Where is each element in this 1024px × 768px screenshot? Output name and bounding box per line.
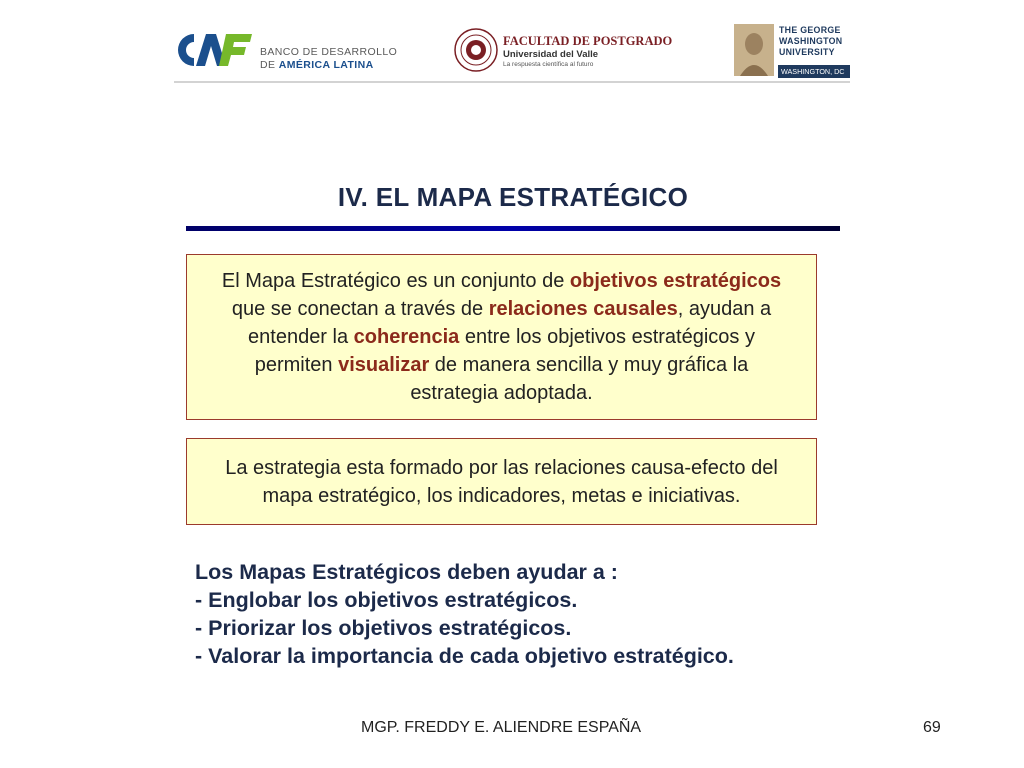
list-item: - Englobar los objetivos estratégicos. [195,588,578,612]
gwu-city: WASHINGTON, DC [778,65,850,78]
header-divider [174,81,850,83]
list-item: - Valorar la importancia de cada objetivo estratégico. [195,644,734,668]
gwu-logo [734,24,852,78]
gwu-name [779,25,842,58]
footer-author: MGP. FREDDY E. ALIENDRE ESPAÑA [361,719,642,736]
slide-title: IV. EL MAPA ESTRATÉGICO [337,182,689,212]
postgrado-title: FACULTAD DE POSTGRADO [503,34,673,48]
caf-line1: BANCO DE DESARROLLO [260,46,398,58]
list-heading: Los Mapas Estratégicos deben ayudar a : [195,560,618,584]
box1-text-4: entre los objetivos estratégicos y permiten [254,326,755,376]
title-rule [186,226,840,231]
caf-line2 [260,59,397,72]
strategy-box: La estrategia esta formado por las relaciones causa-efecto del mapa estratégico, los indicadores, metas e iniciativas. [186,438,817,525]
caf-logo [172,28,402,72]
postgrado-subtitle: Universidad del Valle [503,49,599,60]
postgrado-tagline: La respuesta científica al futuro [503,61,594,68]
box1-text-2: que se conectan a través de [231,298,489,320]
page-number: 69 [923,719,941,736]
caf-text [260,46,397,72]
gwu-line2: WASHINGTON [779,36,843,46]
gwu-line1: THE GEORGE [779,25,841,35]
box1-text-5: de manera sencilla y muy gráfica la estrategia adoptada. [410,354,749,404]
box1-highlight-3: coherencia [353,326,460,348]
definition-box [186,254,817,420]
university-seal-icon [454,28,498,72]
box1-text-1: El Mapa Estratégico es un conjunto de [221,270,570,292]
list-item: - Priorizar los objetivos estratégicos. [195,616,572,640]
box1-highlight-1: objetivos estratégicos [569,270,782,292]
caf-mark-icon [172,28,258,72]
box1-highlight-2: relaciones causales [488,298,678,320]
caf-line2-prefix: DE [260,59,279,71]
gwu-line3: UNIVERSITY [779,47,835,57]
logo-bar [172,22,850,84]
washington-portrait-icon [734,24,774,76]
postgrado-logo [454,28,676,74]
caf-line2-bold: AMÉRICA LATINA [278,59,374,71]
box1-text-3: , ayudan a entender la [248,298,772,348]
bullet-list [195,558,835,670]
box1-highlight-4: visualizar [338,354,430,376]
